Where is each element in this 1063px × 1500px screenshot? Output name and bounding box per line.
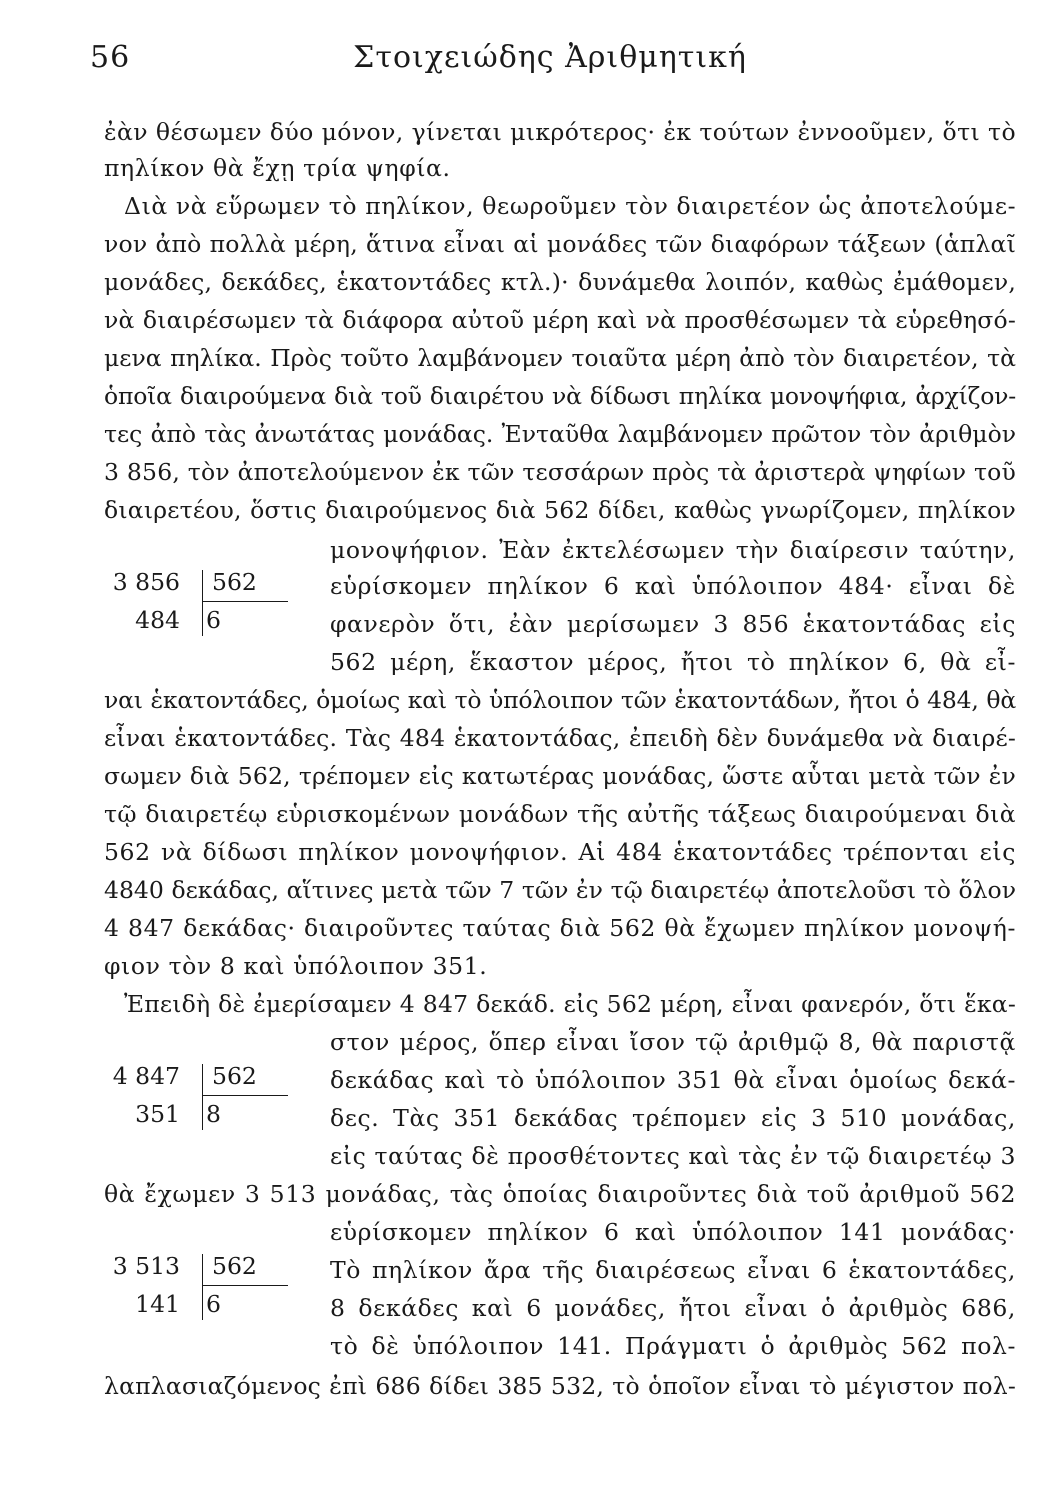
text-line: Τὸ πηλίκον ἄρα τῆς διαιρέσεως εἶναι 6 ἑκατοντάδες,: [330, 1256, 1016, 1284]
text-line: διαιρετέου, ὅστις διαιρούμενος διὰ 562 δίδει, καθὼς γνωρίζομεν, πηλίκον: [104, 496, 1016, 524]
division-separator: [202, 570, 203, 636]
running-title: Στοιχειώδης Ἀριθμητική: [353, 40, 747, 75]
text-line: φιον τὸν 8 καὶ ὑπόλοιπον 351.: [104, 952, 488, 980]
remainder: 484: [135, 606, 180, 634]
text-line: θὰ ἔχωμεν 3 513 μονάδας, τὰς ὁποίας διαιροῦντες διὰ τοῦ ἀριθμοῦ 562: [104, 1180, 1016, 1208]
text-line: εὑρίσκομεν πηλίκον 6 καὶ ὑπόλοιπον 484· εἶναι δὲ: [330, 572, 1016, 600]
text-line: λαπλασιαζόμενος ἐπὶ 686 δίδει 385 532, τὸ ὁποῖον εἶναι τὸ μέγιστον πολ-: [104, 1372, 1016, 1400]
text-line: Ἐπειδὴ δὲ ἐμερίσαμεν 4 847 δεκάδ. εἰς 562 μέρη, εἶναι φανερόν, ὅτι ἕκα-: [124, 990, 1016, 1018]
text-line: ἐὰν θέσωμεν δύο μόνον, γίνεται μικρότερος· ἐκ τούτων ἐννοοῦμεν, ὅτι τὸ: [104, 118, 1016, 146]
text-line: ναι ἑκατοντάδες, ὁμοίως καὶ τὸ ὑπόλοιπον τῶν ἑκατοντάδων, ἤτοι ὁ 484, θὰ: [104, 686, 1016, 714]
division-rule: [202, 1285, 288, 1286]
divisor: 562: [212, 1252, 257, 1280]
text-line: τῷ διαιρετέῳ εὑρισκομένων μονάδων τῆς αὐτῆς τάξεως διαιρούμεναι διὰ: [104, 800, 1016, 828]
text-line: μονοψήφιον. Ἐὰν ἐκτελέσωμεν τὴν διαίρεσιν ταύτην,: [330, 536, 1016, 564]
division-rule: [202, 1095, 288, 1096]
long-division: [90, 1250, 310, 1322]
quotient: 6: [206, 606, 221, 634]
quotient: 6: [206, 1290, 221, 1318]
division-separator: [202, 1254, 203, 1320]
divisor: 562: [212, 1062, 257, 1090]
division-rule: [202, 601, 288, 602]
page-number: 56: [90, 40, 131, 75]
text-line: τὸ δὲ ὑπόλοιπον 141. Πράγματι ὁ ἀριθμὸς 562 πολ-: [330, 1332, 1016, 1360]
text-line: 8 δεκάδες καὶ 6 μονάδες, ἤτοι εἶναι ὁ ἀριθμὸς 686,: [330, 1294, 1016, 1322]
divisor: 562: [212, 568, 257, 596]
dividend: 4 847: [112, 1062, 180, 1090]
text-line: σωμεν διὰ 562, τρέπομεν εἰς κατωτέρας μονάδας, ὥστε αὗται μετὰ τῶν ἐν: [104, 762, 1016, 790]
text-line: εἰς ταύτας δὲ προσθέτοντες καὶ τὰς ἐν τῷ διαιρετέῳ 3: [330, 1142, 1016, 1170]
remainder: 351: [135, 1100, 180, 1128]
text-line: 4840 δεκάδας, αἵτινες μετὰ τῶν 7 τῶν ἐν τῷ διαιρετέῳ ἀποτελοῦσι τὸ ὅλον: [104, 876, 1016, 904]
text-line: 3 856, τὸν ἀποτελούμενον ἐκ τῶν τεσσάρων πρὸς τὰ ἀριστερὰ ψηφίων τοῦ: [104, 458, 1016, 486]
long-division: [90, 1060, 310, 1132]
text-line: στον μέρος, ὅπερ εἶναι ἴσον τῷ ἀριθμῷ 8, θὰ παριστᾷ: [330, 1028, 1016, 1056]
text-line: φανερὸν ὅτι, ἐὰν μερίσωμεν 3 856 ἑκατοντάδας εἰς: [330, 610, 1016, 638]
text-line: 4 847 δεκάδας· διαιροῦντες ταύτας διὰ 562 θὰ ἔχωμεν πηλίκον μονοψή-: [104, 914, 1016, 942]
dividend: 3 856: [112, 568, 180, 596]
text-line: εὑρίσκομεν πηλίκον 6 καὶ ὑπόλοιπον 141 μονάδας·: [330, 1218, 1016, 1246]
long-division: [90, 566, 310, 638]
text-line: ὁποῖα διαιρούμενα διὰ τοῦ διαιρέτου νὰ δίδωσι πηλίκα μονοψήφια, ἀρχίζον-: [104, 382, 1016, 410]
division-separator: [202, 1064, 203, 1130]
remainder: 141: [135, 1290, 180, 1318]
text-line: τες ἀπὸ τὰς ἀνωτάτας μονάδας. Ἐνταῦθα λαμβάνομεν πρῶτον τὸν ἀριθμὸν: [104, 420, 1016, 448]
text-line: 562 μέρη, ἕκαστον μέρος, ἤτοι τὸ πηλίκον 6, θὰ εἶ-: [330, 648, 1016, 676]
page-header: [90, 40, 1010, 80]
text-line: νὰ διαιρέσωμεν τὰ διάφορα αὐτοῦ μέρη καὶ νὰ προσθέσωμεν τὰ εὑρεθησό-: [104, 306, 1016, 334]
text-line: πηλίκον θὰ ἔχῃ τρία ψηφία.: [104, 154, 451, 182]
text-line: 562 νὰ δίδωσι πηλίκον μονοψήφιον. Αἱ 484 ἑκατοντάδες τρέπονται εἰς: [104, 838, 1016, 866]
text-line: νον ἀπὸ πολλὰ μέρη, ἅτινα εἶναι αἱ μονάδες τῶν διαφόρων τάξεων (ἁπλαῖ: [104, 230, 1016, 258]
text-line: δεκάδας καὶ τὸ ὑπόλοιπον 351 θὰ εἶναι ὁμοίως δεκά-: [330, 1066, 1016, 1094]
text-line: εἶναι ἑκατοντάδες. Τὰς 484 ἑκατοντάδας, ἐπειδὴ δὲν δυνάμεθα νὰ διαιρέ-: [104, 724, 1016, 752]
text-line: Διὰ νὰ εὕρωμεν τὸ πηλίκον, θεωροῦμεν τὸν διαιρετέον ὡς ἀποτελούμε-: [124, 192, 1017, 220]
dividend: 3 513: [112, 1252, 180, 1280]
quotient: 8: [206, 1100, 221, 1128]
text-line: δες. Τὰς 351 δεκάδας τρέπομεν εἰς 3 510 μονάδας,: [330, 1104, 1016, 1132]
text-line: μενα πηλίκα. Πρὸς τοῦτο λαμβάνομεν τοιαῦτα μέρη ἀπὸ τὸν διαιρετέον, τὰ: [104, 344, 1016, 372]
text-line: μονάδες, δεκάδες, ἑκατοντάδες κτλ.)· δυνάμεθα λοιπόν, καθὼς ἐμάθομεν,: [104, 268, 1016, 296]
